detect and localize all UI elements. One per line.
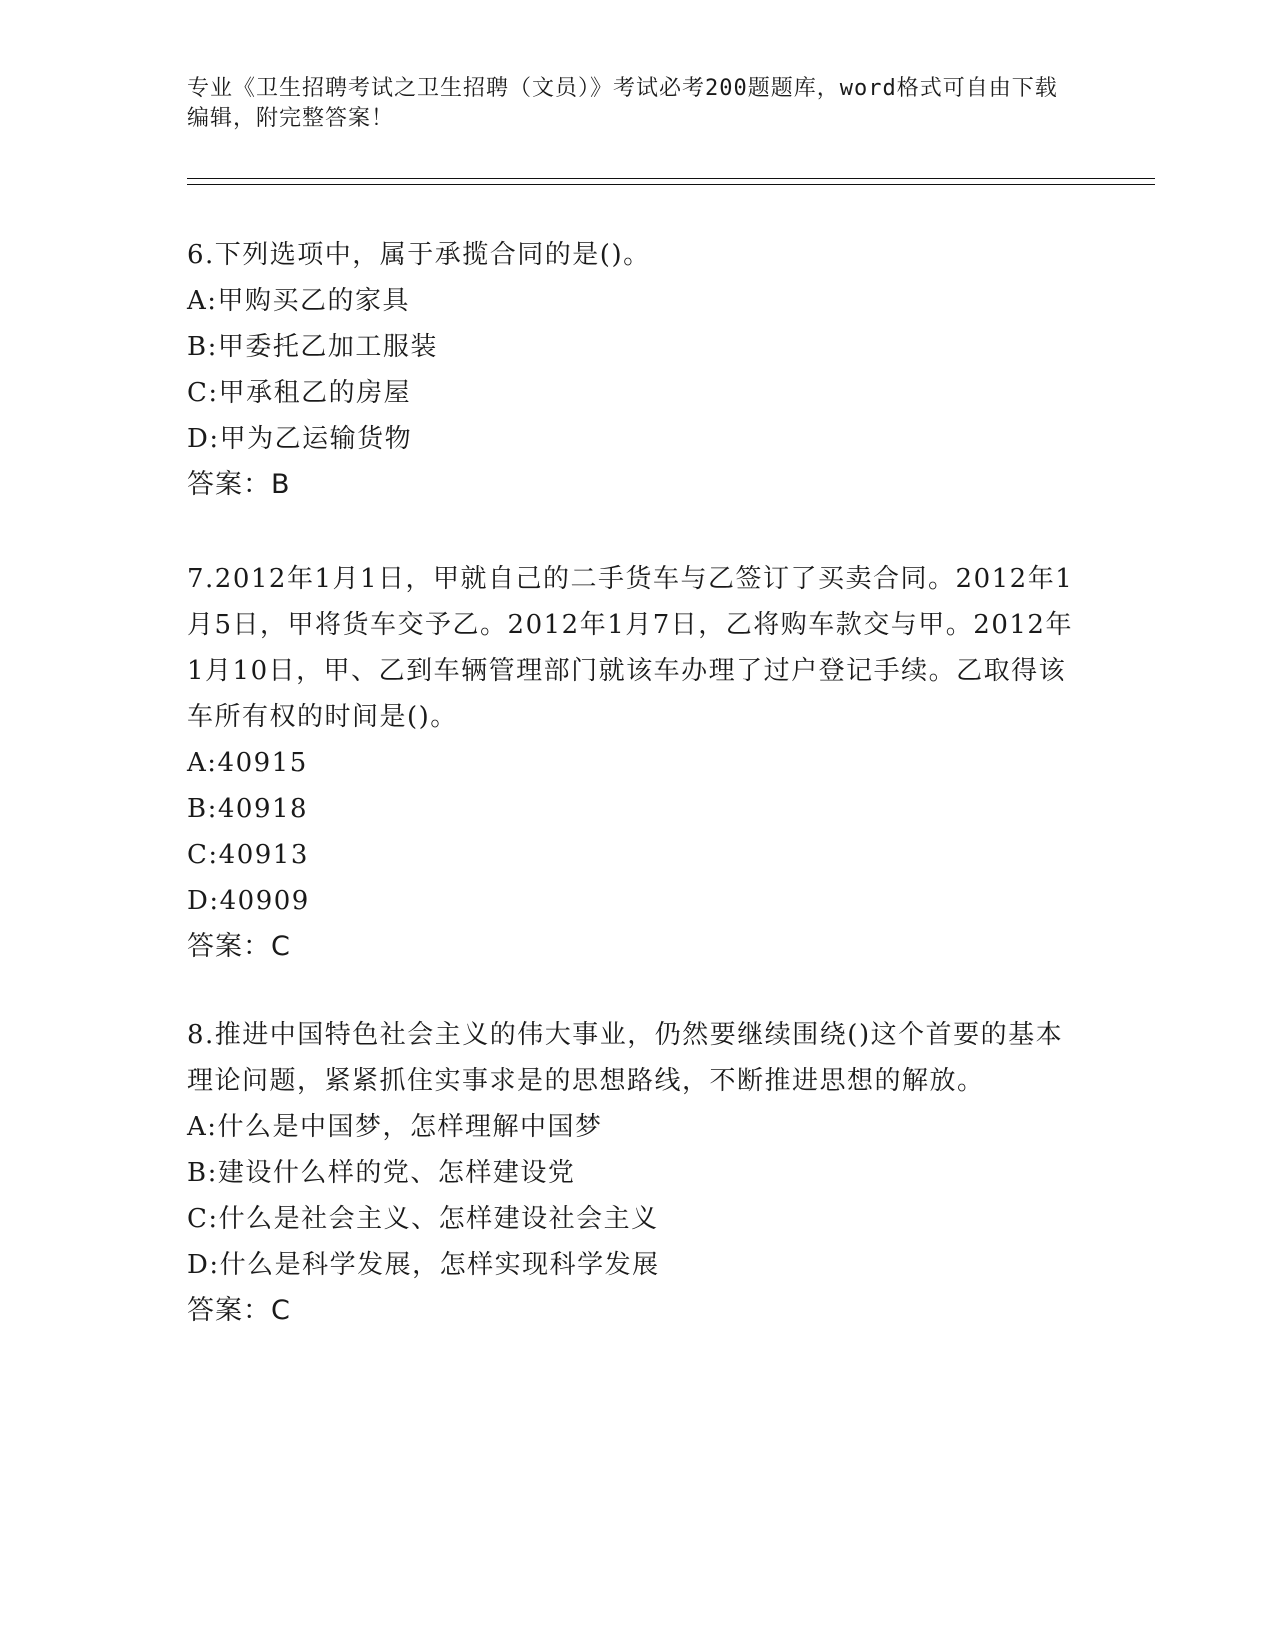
option-d: D:40909 <box>187 886 310 916</box>
option-c: C:甲承租乙的房屋 <box>187 378 412 408</box>
option-c: C:40913 <box>187 840 309 870</box>
document-header: 专业《卫生招聘考试之卫生招聘（文员）》考试必考200题题库，word格式可自由下载编辑，附完整答案！ <box>187 76 1058 131</box>
option-a: A:40915 <box>187 748 308 778</box>
answer-line: 答案：C <box>187 931 291 962</box>
answer-line: 答案：B <box>187 469 291 500</box>
question-block <box>187 556 1087 970</box>
answer-line: 答案：C <box>187 1295 291 1326</box>
option-a: A:什么是中国梦，怎样理解中国梦 <box>187 1112 603 1142</box>
option-a: A:甲购买乙的家具 <box>187 286 411 316</box>
option-b: B:40918 <box>187 794 309 824</box>
option-d: D:甲为乙运输货物 <box>187 424 413 454</box>
question-block <box>187 1012 1087 1334</box>
option-b: B:甲委托乙加工服装 <box>187 332 438 362</box>
question-block <box>187 232 1087 508</box>
option-d: D:什么是科学发展，怎样实现科学发展 <box>187 1250 660 1280</box>
question-stem: 8.推进中国特色社会主义的伟大事业，仍然要继续围绕()这个首要的基本理论问题，紧紧抓住实事求是的思想路线，不断推进思想的解放。 <box>187 1020 1064 1096</box>
question-stem: 6.下列选项中，属于承揽合同的是()。 <box>187 240 651 270</box>
option-b: B:建设什么样的党、怎样建设党 <box>187 1158 576 1188</box>
question-stem: 7.2012年1月1日，甲就自己的二手货车与乙签订了买卖合同。2012年1月5日，甲将货车交予乙。2012年1月7日，乙将购车款交与甲。2012年1月10日，甲、乙到车辆管理部门就该车办理了过户登记手续。乙取得该车所有权的时间是()。 <box>187 564 1074 732</box>
header-divider <box>187 178 1155 185</box>
option-c: C:什么是社会主义、怎样建设社会主义 <box>187 1204 659 1234</box>
